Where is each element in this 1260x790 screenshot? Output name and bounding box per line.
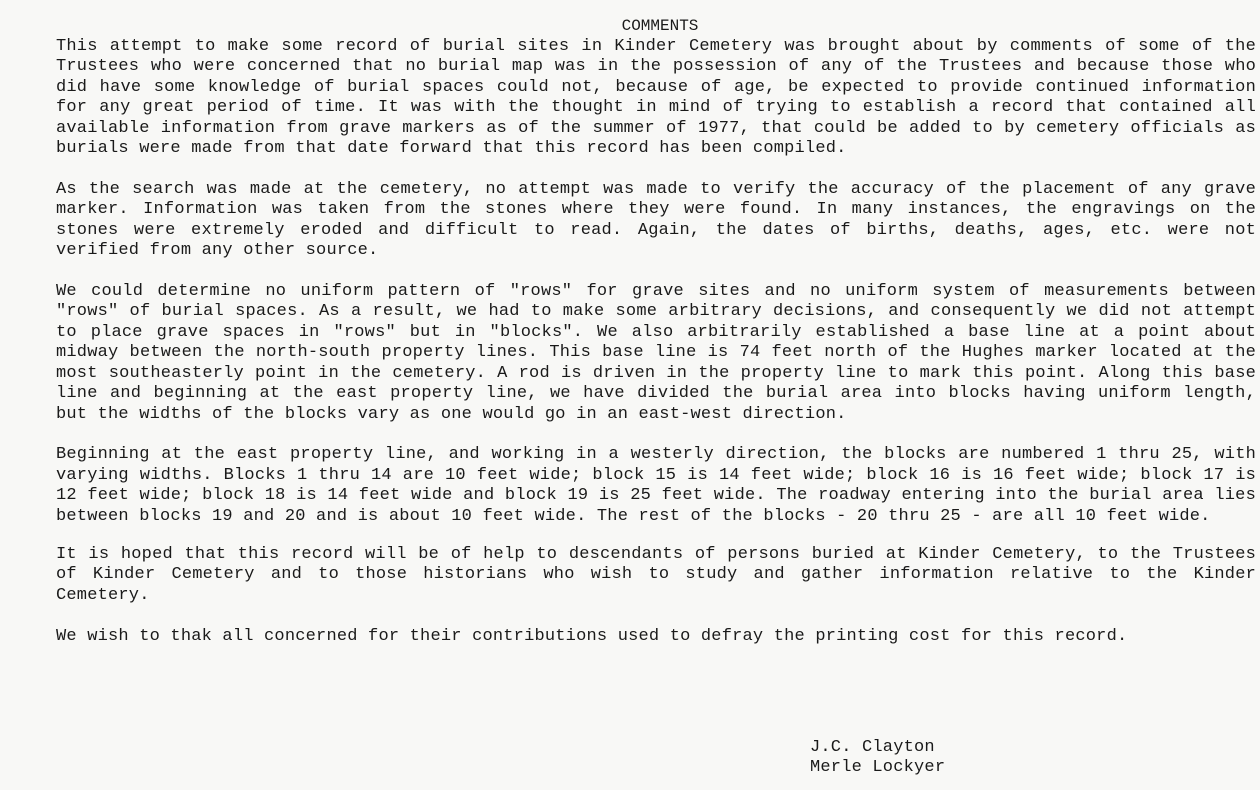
signature-block [810,738,1110,779]
signature-name: Merle Lockyer [810,758,946,778]
paragraph-hopes: It is hoped that this record will be of help to descendants of persons buried at Kinder Cemetery, to the Trustees of Kinder Cemetery and to those historians who wish to study and gather information relative to the Kinder Cemetery. [56,545,1256,605]
paragraph-purpose: This attempt to make some record of burial sites in Kinder Cemetery was brought about by comments of some of the Trustees who were concerned that no burial map was in the possession of any of the Trustees and because those who did have some knowledge of burial spaces could not, because of age, be expected to provide continued information for any great period of time. It was with the thought in mind of trying to establish a record that contained all available information from grave markers as of the summer of 1977, that could be added to by cemetery officials as burials were made from that date forward that this record has been compiled. [56,37,1256,159]
page-title: COMMENTS [621,17,699,35]
document-body [56,37,1256,668]
signature-name: J.C. Clayton [810,738,935,757]
paragraph-thanks: We wish to thak all concerned for their contributions used to defray the printing cost for this record. [56,626,1128,646]
paragraph-search-method: As the search was made at the cemetery, no attempt was made to verify the accuracy of the placement of any grave marker. Information was taken from the stones where they were found. In many instances, the engravings on the stones were extremely eroded and difficult to read. Again, the dates of births, deaths, ages, etc. were not verified from any other source. [56,179,1256,261]
paragraph-rows-and-blocks: We could determine no uniform pattern of "rows" for grave sites and no uniform system of measurements between "rows" of burial spaces. As a result, we had to make some arbitrary decisions, and consequently we did not attempt to place grave spaces in "rows" but in "blocks". We also arbitrarily established a base line at a point about midway between the north-south property lines. This base line is 74 feet north of the Hughes marker located at the most southeasterly point in the cemetery. A rod is driven in the property line to mark this point. Along this base line and beginning at the east property line, we have divided the burial area into blocks having uniform length, but the widths of the blocks vary as one would go in an east-west direction. [56,282,1256,424]
paragraph-block-widths: Beginning at the east property line, and working in a westerly direction, the blocks are numbered 1 thru 25, with varying widths. Blocks 1 thru 14 are 10 feet wide; block 15 is 14 feet wide; block 16 is 16 feet wide; block 17 is 12 feet wide; block 18 is 14 feet wide and block 19 is 25 feet wide. The roadway entering into the burial area lies between blocks 19 and 20 and is about 10 feet wide. The rest of the blocks - 20 thru 25 - are all 10 feet wide. [56,445,1256,526]
